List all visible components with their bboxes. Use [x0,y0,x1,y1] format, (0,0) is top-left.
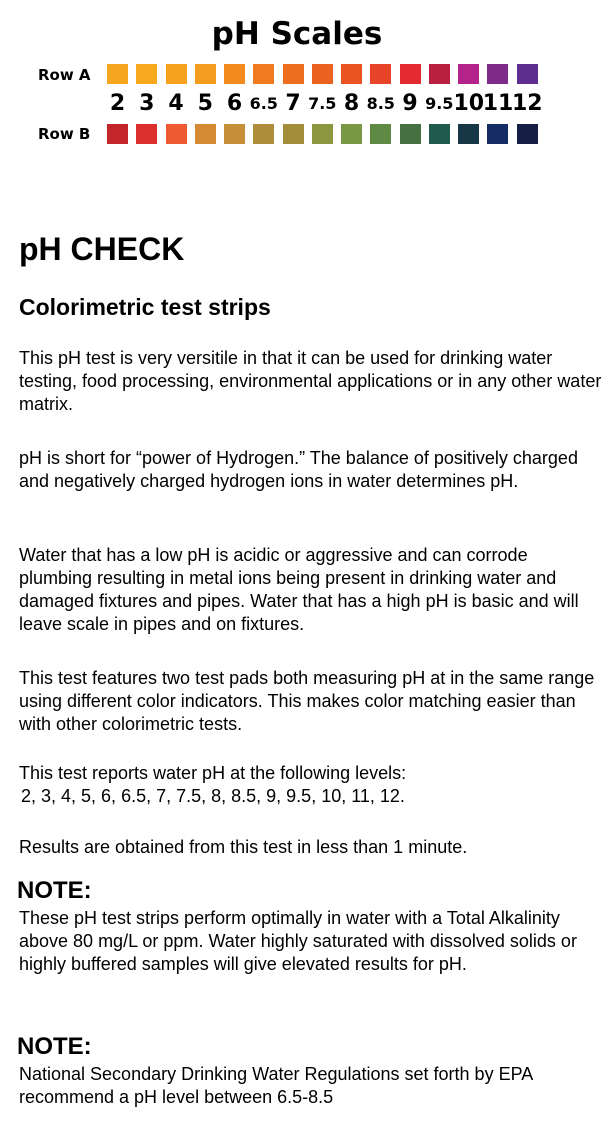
row-b-swatch-11 [400,124,421,144]
ph-tick-label: 9 [402,91,418,116]
row-a-swatch-5 [224,64,245,84]
note-2-heading: NOTE: [17,1033,92,1060]
row-b-swatch-13 [458,124,479,144]
row-b-swatch-15 [517,124,538,144]
row-b-swatch-7 [283,124,304,144]
row-a-swatch-2 [136,64,157,84]
page-subtitle: Colorimetric test strips [19,294,271,320]
ph-tick-labels [107,90,577,118]
row-a-swatch-3 [166,64,187,84]
paragraph-results-time: Results are obtained from this test in less than 1 minute. [19,837,468,857]
row-a-swatch-14 [487,64,508,84]
ph-tick-label: 4 [168,91,184,116]
row-a-label: Row A [38,66,91,84]
row-a-swatch-1 [107,64,128,84]
note-1-text: These pH test strips perform optimally in water with a Total Alkalinity above 80 mg/L or ppm. Water highly saturated with dissolved solids or highly buffered samples will give elevated results for pH. [19,908,577,974]
row-b-swatch-2 [136,124,157,144]
paragraph-versatility: This pH test is very versitile in that it can be used for drinking water testing, food processing, environmental applications or in any other water matrix. [19,348,602,414]
note-2-text: National Secondary Drinking Water Regulations set forth by EPA recommend a pH level between 6.5-8.5 [19,1064,533,1107]
row-a-swatch-7 [283,64,304,84]
row-b-label: Row B [38,125,91,143]
ph-tick-label: 7 [285,91,301,116]
ph-tick-label: 3 [139,91,155,116]
row-b-swatch-14 [487,124,508,144]
row-a-swatch-6 [253,64,274,84]
scale-title: pH Scales [211,16,383,52]
row-b-swatch-6 [253,124,274,144]
row-b-swatch-3 [166,124,187,144]
row-b-swatch-4 [195,124,216,144]
row-a-swatches [107,64,538,84]
row-a-swatch-12 [429,64,450,84]
row-a-swatch-13 [458,64,479,84]
paragraph-ph-definition: pH is short for “power of Hydrogen.” The balance of positively charged and negatively charged hydrogen ions in water determines pH. [19,448,578,491]
ph-tick-label: 2 [109,91,126,116]
paragraph-test-pads: This test features two test pads both measuring pH at in the same range using different color indicators. This makes color matching easier than with other colorimetric tests. [19,668,595,734]
ph-tick-label: 5 [197,91,213,116]
row-b-swatch-5 [224,124,245,144]
row-a-swatch-8 [312,64,333,84]
row-b-swatches [107,124,538,144]
paragraph-levels-list: 2, 3, 4, 5, 6, 6.5, 7, 7.5, 8, 8.5, 9, 9.5, 10, 11, 12. [21,786,405,806]
row-a-swatch-4 [195,64,216,84]
ph-tick-label: 7.5 [308,94,337,113]
row-b-swatch-10 [370,124,391,144]
ph-tick-label: 6 [226,91,243,116]
row-b-swatch-9 [341,124,362,144]
paragraph-levels-intro: This test reports water pH at the following levels: [19,763,407,783]
ph-tick-label: 9.5 [425,94,454,113]
ph-tick-label: 6.5 [249,94,278,113]
row-b-swatch-12 [429,124,450,144]
note-1-heading: NOTE: [17,877,92,904]
row-a-swatch-11 [400,64,421,84]
row-a-swatch-9 [341,64,362,84]
row-a-swatch-10 [370,64,391,84]
ph-tick-label: 11 [482,91,514,116]
ph-tick-label: 12 [512,91,543,116]
ph-tick-label: 10 [453,91,485,116]
page-title: pH CHECK [19,231,185,267]
row-b-swatch-8 [312,124,333,144]
row-b-swatch-1 [107,124,128,144]
ph-tick-label: 8 [343,91,360,116]
paragraph-low-high-ph: Water that has a low pH is acidic or aggressive and can corrode plumbing resulting in metal ions being present in drinking water and damaged fixtures and pipes. Water that has a high pH is basic and will leave scale in pipes and on fixtures. [19,545,579,634]
row-a-swatch-15 [517,64,538,84]
ph-tick-label: 8.5 [366,94,395,113]
